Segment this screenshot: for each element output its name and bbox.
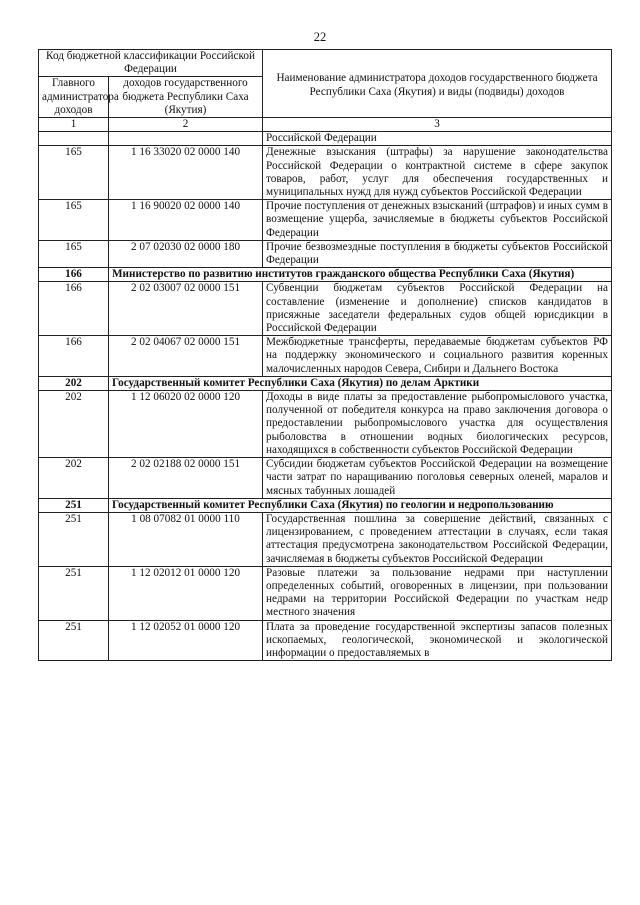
income-code: 1 12 02012 01 0000 120 [109, 566, 263, 620]
income-name: Российской Федерации [263, 132, 612, 146]
admin-code: 165 [39, 146, 109, 200]
table-row [39, 200, 612, 241]
income-code: 2 02 02188 02 0000 151 [109, 458, 263, 499]
admin-code: 251 [39, 620, 109, 661]
budget-classification-table [38, 49, 612, 661]
table-row [39, 336, 612, 377]
income-name: Межбюджетные трансферты, передаваемые бюджетам субъектов РФ на поддержку экономического и социального развития коренных малочисленных народов Севера, Сибири и Дальнего Востока [263, 336, 612, 377]
admin-code: 251 [39, 512, 109, 566]
income-name: Прочие безвозмездные поступления в бюджеты субъектов Российской Федерации [263, 240, 612, 267]
income-name: Доходы в виде платы за предоставление рыбопромыслового участка, полученной от победителя конкурса на право заключения договора о предоставлении рыбопромыслового участка для осуществления рыболовства в отношении водных биологических ресурсов, находящихся в собственности субъектов Российской Федерации [263, 391, 612, 458]
income-name: Субвенции бюджетам субъектов Российской Федерации на составление (изменение и дополнение) списков кандидатов в присяжные заседатели федеральных судов общей юрисдикции в Российской Федерации [263, 282, 612, 336]
income-code: 1 12 02052 01 0000 120 [109, 620, 263, 661]
section-title: Государственный комитет Республики Саха (Якутия) по геологии и недропользованию [109, 498, 612, 512]
table-row [39, 566, 612, 620]
section-row [39, 268, 612, 282]
section-row [39, 498, 612, 512]
table-row [39, 620, 612, 661]
section-admin-code: 202 [39, 376, 109, 390]
income-code: 1 08 07082 01 0000 110 [109, 512, 263, 566]
income-code: 1 12 06020 02 0000 120 [109, 391, 263, 458]
section-row [39, 376, 612, 390]
table-row [39, 132, 612, 146]
admin-code [39, 132, 109, 146]
header-num1: 1 [39, 118, 109, 132]
admin-code: 202 [39, 391, 109, 458]
income-name: Государственная пошлина за совершение действий, связанных с лицензированием, с проведением аттестации в случаях, если такая аттестация предусмотрена законодательством Российской Федерации, зачисляемая в бюджеты субъектов Российской Федерации [263, 512, 612, 566]
income-code: 2 07 02030 02 0000 180 [109, 240, 263, 267]
header-row-numbers [39, 118, 612, 132]
header-num3: 3 [263, 118, 612, 132]
table-row [39, 282, 612, 336]
admin-code: 251 [39, 566, 109, 620]
income-code [109, 132, 263, 146]
header-row-group [39, 50, 612, 77]
income-code: 1 16 33020 02 0000 140 [109, 146, 263, 200]
page-number: 22 [313, 30, 327, 44]
admin-code: 165 [39, 240, 109, 267]
table-row [39, 240, 612, 267]
header-col1: Главного администратора доходов [39, 77, 109, 118]
income-name: Субсидии бюджетам субъектов Российской Федерации на возмещение части затрат по наращиванию поголовья северных оленей, маралов и мясных табунных лошадей [263, 458, 612, 499]
admin-code: 202 [39, 458, 109, 499]
income-name: Разовые платежи за пользование недрами при наступлении определенных событий, оговоренных в лицензии, при пользовании недрами на территории Российской Федерации по участкам недр местного значения [263, 566, 612, 620]
table-row [39, 391, 612, 458]
income-code: 1 16 90020 02 0000 140 [109, 200, 263, 241]
admin-code: 166 [39, 282, 109, 336]
section-admin-code: 251 [39, 498, 109, 512]
income-name: Прочие поступления от денежных взысканий (штрафов) и иных сумм в возмещение ущерба, зачисляемые в бюджеты субъектов Российской Федерации [263, 200, 612, 241]
header-num2: 2 [109, 118, 263, 132]
section-title: Министерство по развитию институтов гражданского общества Республики Саха (Якутия) [109, 268, 612, 282]
income-code: 2 02 03007 02 0000 151 [109, 282, 263, 336]
admin-code: 166 [39, 336, 109, 377]
section-title: Государственный комитет Республики Саха (Якутия) по делам Арктики [109, 376, 612, 390]
income-code: 2 02 04067 02 0000 151 [109, 336, 263, 377]
admin-code: 165 [39, 200, 109, 241]
section-admin-code: 166 [39, 268, 109, 282]
income-name: Денежные взыскания (штрафы) за нарушение законодательства Российской Федерации о контрактной системе в сфере закупок товаров, работ, услуг для обеспечения государственных и муниципальных нужд для нужд субъектов Российской Федерации [263, 146, 612, 200]
table-row [39, 146, 612, 200]
header-col2: доходов государственного бюджета Республики Саха (Якутия) [109, 77, 263, 118]
income-name: Плата за проведение государственной экспертизы запасов полезных ископаемых, геологической, экономической и экологической информации о предоставляемых в [263, 620, 612, 661]
header-col3: Наименование администратора доходов государственного бюджета Республики Саха (Якутия) и виды (подвиды) доходов [263, 50, 612, 118]
table-row [39, 458, 612, 499]
header-group-label: Код бюджетной классификации Российской Федерации [39, 50, 263, 77]
table-row [39, 512, 612, 566]
